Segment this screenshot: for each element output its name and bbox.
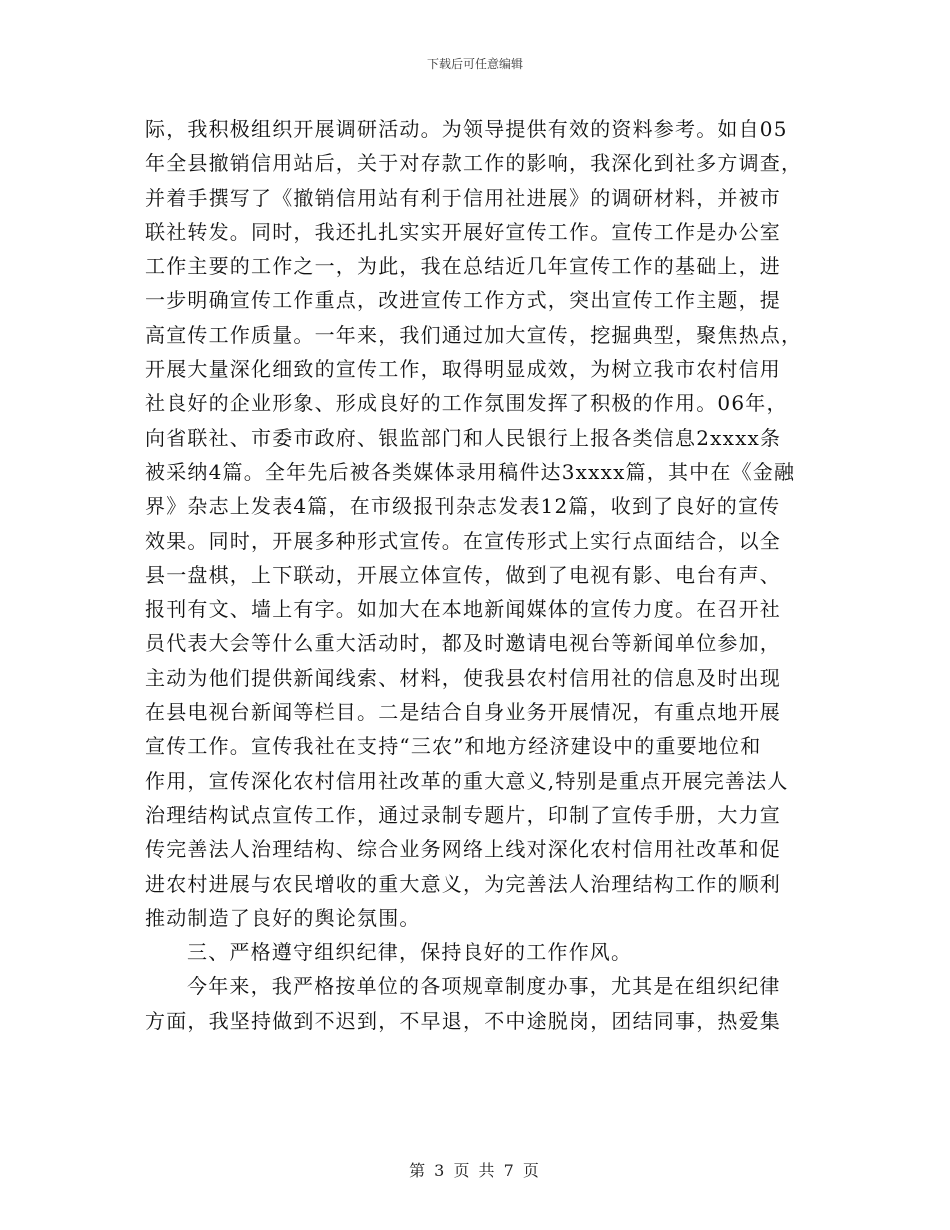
- body-line: 开展大量深化细致的宣传工作，取得明显成效，为树立我市农村信用: [145, 357, 781, 382]
- body-line: 报刊有文、墙上有字。如加大在本地新闻媒体的宣传力度。在召开社: [145, 597, 781, 622]
- body-line: 高宣传工作质量。一年来，我们通过加大宣传，挖掘典型，聚焦热点，: [145, 322, 803, 347]
- section-heading: 三、严格遵守组织纪律，保持良好的工作作风。: [187, 940, 633, 965]
- body-line: 方面，我坚持做到不迟到，不早退，不中途脱岗，团结同事，热爱集: [145, 1008, 781, 1033]
- document-body: [145, 112, 817, 1038]
- body-line: 宣传工作。宣传我社在支持“三农”和地方经济建设中的重要地位和: [145, 734, 762, 759]
- body-line: 员代表大会等什么重大活动时，都及时邀请电视台等新闻单位参加，: [145, 631, 781, 656]
- body-line: 主动为他们提供新闻线索、材料，使我县农村信用社的信息及时出现: [145, 665, 781, 690]
- page-header: 下载后可任意编辑: [426, 57, 523, 71]
- body-line: 并着手撰写了《撤销信用站有利于信用社进展》的调研材料，并被市: [145, 185, 781, 210]
- body-line: 县一盘棋，上下联动，开展立体宣传，做到了电视有影、电台有声、: [145, 562, 781, 587]
- body-line: 年全县撤销信用站后，关于对存款工作的影响，我深化到社多方调查，: [145, 151, 803, 176]
- body-line: 效果。同时，开展多种形式宣传。在宣传形式上实行点面结合，以全: [145, 528, 781, 553]
- body-line: 社良好的企业形象、形成良好的工作氛围发挥了积极的作用。06年，: [145, 391, 788, 416]
- body-line: 联社转发。同时，我还扎扎实实开展好宣传工作。宣传工作是办公室: [145, 219, 781, 244]
- body-line: 向省联社、市委市政府、银监部门和人民银行上报各类信息2xxxx条: [145, 425, 782, 450]
- body-line: 今年来，我严格按单位的各项规章制度办事，尤其是在组织纪律: [187, 974, 781, 999]
- body-line: 一步明确宣传工作重点，改进宣传工作方式，突出宣传工作主题，提: [145, 288, 781, 313]
- body-line: 际，我积极组织开展调研活动。为领导提供有效的资料参考。如自05: [145, 117, 788, 141]
- body-line: 被采纳4篇。全年先后被各类媒体录用稿件达3xxxx篇，其中在《金融: [145, 459, 796, 484]
- body-line: 作用，宣传深化农村信用社改革的重大意义,特别是重点开展完善法人: [145, 768, 789, 793]
- body-line: 进农村进展与农民增收的重大意义，为完善法人治理结构工作的顺利: [145, 871, 781, 896]
- body-line: 在县电视台新闻等栏目。二是结合自身业务开展情况，有重点地开展: [145, 700, 781, 725]
- body-line: 推动制造了良好的舆论氛围。: [145, 905, 421, 930]
- body-line: 传完善法人治理结构、综合业务网络上线对深化农村信用社改革和促: [145, 837, 781, 862]
- body-line: 工作主要的工作之一，为此，我在总结近几年宣传工作的基础上，进: [145, 254, 781, 279]
- body-line: 治理结构试点宣传工作，通过录制专题片，印制了宣传手册，大力宣: [145, 802, 781, 827]
- page-number: 第 3 页 共 7 页: [409, 1161, 541, 1180]
- body-line: 界》杂志上发表4篇，在市级报刊杂志发表12篇，收到了良好的宣传: [145, 494, 781, 519]
